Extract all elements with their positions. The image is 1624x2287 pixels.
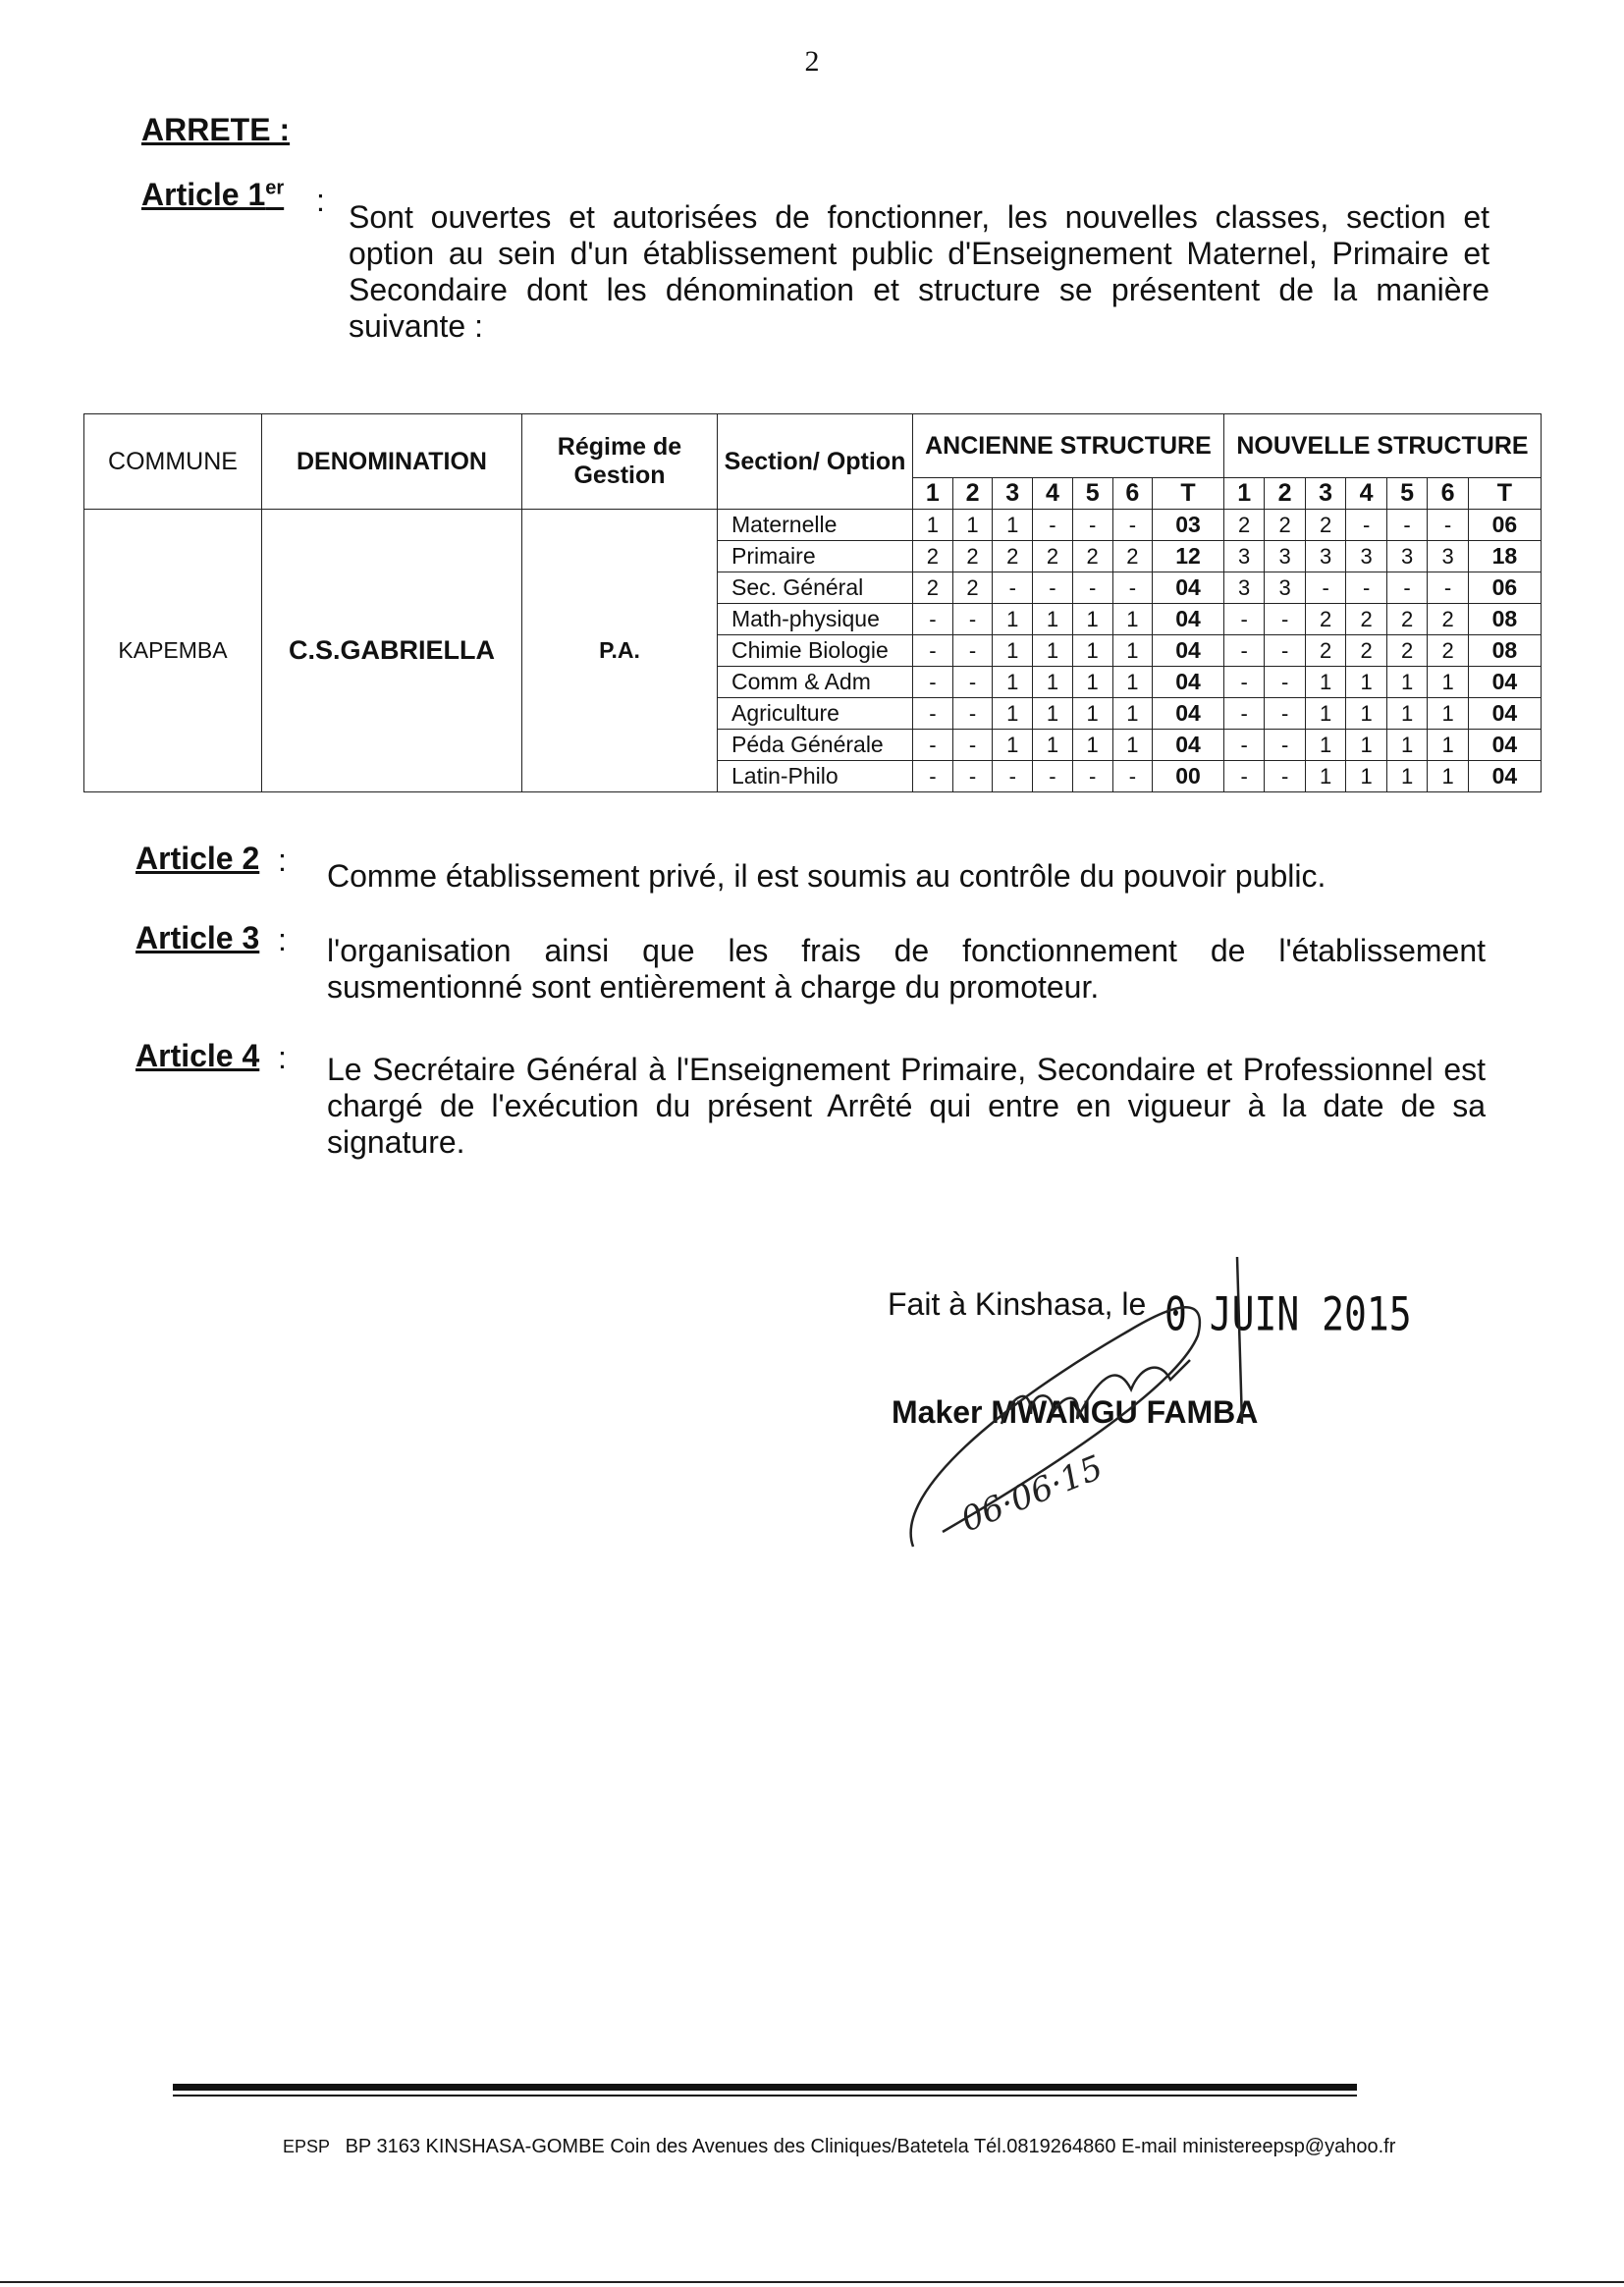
ancienne-total-cell: 04 xyxy=(1153,572,1224,604)
option-cell: Péda Générale xyxy=(718,730,913,761)
nouvelle-year-6-cell: 2 xyxy=(1428,635,1468,667)
nouvelle-year-6-cell: 1 xyxy=(1428,698,1468,730)
nouvelle-year-2-cell: - xyxy=(1265,698,1305,730)
footer-prefix: EPSP xyxy=(283,2137,331,2156)
nouvelle-year-1-cell: 3 xyxy=(1223,572,1264,604)
nouvelle-year-4-cell: 3 xyxy=(1346,541,1386,572)
nouvelle-year-2-cell: - xyxy=(1265,730,1305,761)
option-cell: Sec. Général xyxy=(718,572,913,604)
nouvelle-year-3-cell: 1 xyxy=(1305,730,1345,761)
denomination-cell: C.S.GABRIELLA xyxy=(262,510,522,792)
ancienne-year-1-cell: - xyxy=(913,604,953,635)
nouvelle-total-cell: 04 xyxy=(1468,730,1541,761)
nouvelle-year-1-cell: - xyxy=(1223,761,1264,792)
nouvelle-total-cell: 04 xyxy=(1468,761,1541,792)
ancienne-year-3-cell: 1 xyxy=(993,604,1033,635)
regime-cell: P.A. xyxy=(522,510,718,792)
nouvelle-year-1-cell: - xyxy=(1223,667,1264,698)
nouvelle-year-1-cell: - xyxy=(1223,635,1264,667)
ancienne-year-3-cell: - xyxy=(993,572,1033,604)
ancienne-year-1-cell: - xyxy=(913,667,953,698)
nouvelle-year-6-cell: 3 xyxy=(1428,541,1468,572)
article-1-colon: : xyxy=(316,183,325,218)
header-section: Section/ Option xyxy=(718,414,913,510)
table-row xyxy=(84,510,1542,541)
article-1-text: Sont ouvertes et autorisées de fonctionner, les nouvelles classes, section et option au sein d'un établissement public d'Enseignement Maternel, Primaire et Secondaire dont les dénomination et structure se présentent de la manière suivante : xyxy=(349,199,1489,344)
subheader-nouvelle-5: 5 xyxy=(1386,478,1427,510)
nouvelle-total-cell: 04 xyxy=(1468,667,1541,698)
subheader-ancienne-5: 5 xyxy=(1072,478,1112,510)
nouvelle-year-5-cell: 2 xyxy=(1386,635,1427,667)
ancienne-year-3-cell: - xyxy=(993,761,1033,792)
subheader-ancienne-1: 1 xyxy=(913,478,953,510)
ancienne-year-1-cell: 2 xyxy=(913,541,953,572)
nouvelle-year-1-cell: 3 xyxy=(1223,541,1264,572)
nouvelle-year-1-cell: - xyxy=(1223,604,1264,635)
nouvelle-year-4-cell: 1 xyxy=(1346,730,1386,761)
header-ancienne-structure: ANCIENNE STRUCTURE xyxy=(913,414,1224,478)
nouvelle-year-4-cell: 1 xyxy=(1346,667,1386,698)
option-cell: Maternelle xyxy=(718,510,913,541)
nouvelle-year-1-cell: 2 xyxy=(1223,510,1264,541)
option-cell: Chimie Biologie xyxy=(718,635,913,667)
nouvelle-year-2-cell: - xyxy=(1265,667,1305,698)
article-1-label xyxy=(141,177,284,213)
ancienne-year-4-cell: - xyxy=(1033,510,1073,541)
ancienne-year-5-cell: - xyxy=(1072,572,1112,604)
header-denomination: DENOMINATION xyxy=(262,414,522,510)
ancienne-year-2-cell: - xyxy=(952,604,993,635)
footer-rule-thin xyxy=(173,2095,1357,2096)
ancienne-total-cell: 04 xyxy=(1153,698,1224,730)
nouvelle-year-4-cell: - xyxy=(1346,510,1386,541)
ancienne-year-2-cell: - xyxy=(952,730,993,761)
nouvelle-year-3-cell: 3 xyxy=(1305,541,1345,572)
ancienne-year-5-cell: 1 xyxy=(1072,730,1112,761)
ancienne-year-6-cell: - xyxy=(1112,510,1153,541)
nouvelle-year-3-cell: 2 xyxy=(1305,510,1345,541)
nouvelle-year-2-cell: - xyxy=(1265,761,1305,792)
header-regime: Régime de Gestion xyxy=(522,414,718,510)
ancienne-year-5-cell: - xyxy=(1072,761,1112,792)
decree-heading: ARRETE : xyxy=(141,112,291,147)
ancienne-year-3-cell: 1 xyxy=(993,730,1033,761)
nouvelle-total-cell: 06 xyxy=(1468,572,1541,604)
nouvelle-year-6-cell: 1 xyxy=(1428,730,1468,761)
ancienne-year-5-cell: 1 xyxy=(1072,698,1112,730)
ancienne-year-4-cell: - xyxy=(1033,761,1073,792)
subheader-nouvelle-2: 2 xyxy=(1265,478,1305,510)
nouvelle-year-4-cell: - xyxy=(1346,572,1386,604)
article-4-label: Article 4 xyxy=(135,1038,260,1073)
nouvelle-year-6-cell: - xyxy=(1428,510,1468,541)
footer-rule xyxy=(173,2084,1357,2091)
commune-cell: KAPEMBA xyxy=(84,510,262,792)
ancienne-year-1-cell: 1 xyxy=(913,510,953,541)
nouvelle-year-5-cell: - xyxy=(1386,572,1427,604)
nouvelle-year-4-cell: 2 xyxy=(1346,604,1386,635)
ancienne-year-1-cell: - xyxy=(913,761,953,792)
ancienne-year-6-cell: - xyxy=(1112,761,1153,792)
header-nouvelle-structure: NOUVELLE STRUCTURE xyxy=(1223,414,1541,478)
nouvelle-year-5-cell: 1 xyxy=(1386,698,1427,730)
article-3-colon: : xyxy=(278,922,287,957)
ancienne-year-5-cell: 2 xyxy=(1072,541,1112,572)
article-3-label: Article 3 xyxy=(135,920,260,955)
ancienne-year-4-cell: 1 xyxy=(1033,604,1073,635)
option-cell: Agriculture xyxy=(718,698,913,730)
handwritten-signature xyxy=(884,1237,1296,1571)
ancienne-year-2-cell: - xyxy=(952,698,993,730)
ancienne-total-cell: 04 xyxy=(1153,635,1224,667)
ancienne-year-5-cell: - xyxy=(1072,510,1112,541)
subheader-ancienne-4: 4 xyxy=(1033,478,1073,510)
nouvelle-year-3-cell: 1 xyxy=(1305,667,1345,698)
nouvelle-year-6-cell: 1 xyxy=(1428,667,1468,698)
footer-text: BP 3163 KINSHASA-GOMBE Coin des Avenues des Cliniques/Batetela Tél.0819264860 E-mail ministereepsp@yahoo.fr xyxy=(345,2136,1396,2157)
article-3-text: l'organisation ainsi que les frais de fonctionnement de l'établissement susmentionné sont entièrement à charge du promoteur. xyxy=(327,933,1486,1005)
article-2-text: Comme établissement privé, il est soumis au contrôle du pouvoir public. xyxy=(327,858,1326,894)
ancienne-year-6-cell: - xyxy=(1112,572,1153,604)
ancienne-year-6-cell: 1 xyxy=(1112,698,1153,730)
ancienne-year-4-cell: - xyxy=(1033,572,1073,604)
ancienne-year-6-cell: 1 xyxy=(1112,730,1153,761)
nouvelle-year-6-cell: 2 xyxy=(1428,604,1468,635)
subheader-nouvelle-1: 1 xyxy=(1223,478,1264,510)
subheader-nouvelle-4: 4 xyxy=(1346,478,1386,510)
header-commune: COMMUNE xyxy=(84,414,262,510)
subheader-nouvelle-3: 3 xyxy=(1305,478,1345,510)
ancienne-year-6-cell: 1 xyxy=(1112,604,1153,635)
ancienne-year-1-cell: 2 xyxy=(913,572,953,604)
article-4-text: Le Secrétaire Général à l'Enseignement Primaire, Secondaire et Professionnel est chargé de l'exécution du présent Arrêté qui entre en vigueur à la date de sa signature. xyxy=(327,1052,1486,1160)
nouvelle-year-2-cell: 3 xyxy=(1265,541,1305,572)
nouvelle-year-2-cell: - xyxy=(1265,635,1305,667)
handwritten-date: 06·06·15 xyxy=(955,1447,1109,1541)
subheader-nouvelle-6: 6 xyxy=(1428,478,1468,510)
nouvelle-year-5-cell: 2 xyxy=(1386,604,1427,635)
nouvelle-year-1-cell: - xyxy=(1223,698,1264,730)
ancienne-year-2-cell: 2 xyxy=(952,541,993,572)
subheader-nouvelle-t: T xyxy=(1468,478,1541,510)
ancienne-year-6-cell: 2 xyxy=(1112,541,1153,572)
page-number: 2 xyxy=(804,45,820,78)
nouvelle-year-2-cell: - xyxy=(1265,604,1305,635)
article-4-colon: : xyxy=(278,1040,287,1075)
nouvelle-year-3-cell: 1 xyxy=(1305,761,1345,792)
bottom-rule xyxy=(0,2281,1624,2283)
ancienne-total-cell: 12 xyxy=(1153,541,1224,572)
ancienne-year-4-cell: 1 xyxy=(1033,667,1073,698)
ancienne-year-1-cell: - xyxy=(913,635,953,667)
ancienne-year-4-cell: 1 xyxy=(1033,635,1073,667)
article-label-text: Article 1er xyxy=(141,177,285,212)
ancienne-total-cell: 04 xyxy=(1153,604,1224,635)
option-cell: Math-physique xyxy=(718,604,913,635)
ancienne-year-6-cell: 1 xyxy=(1112,667,1153,698)
nouvelle-year-3-cell: - xyxy=(1305,572,1345,604)
nouvelle-year-2-cell: 2 xyxy=(1265,510,1305,541)
nouvelle-year-5-cell: 1 xyxy=(1386,667,1427,698)
nouvelle-year-1-cell: - xyxy=(1223,730,1264,761)
nouvelle-year-5-cell: 1 xyxy=(1386,730,1427,761)
ancienne-total-cell: 04 xyxy=(1153,667,1224,698)
ancienne-year-2-cell: 1 xyxy=(952,510,993,541)
nouvelle-total-cell: 08 xyxy=(1468,604,1541,635)
ancienne-year-2-cell: - xyxy=(952,667,993,698)
ancienne-year-6-cell: 1 xyxy=(1112,635,1153,667)
ancienne-year-2-cell: - xyxy=(952,635,993,667)
subheader-ancienne-3: 3 xyxy=(993,478,1033,510)
ancienne-year-3-cell: 1 xyxy=(993,510,1033,541)
nouvelle-total-cell: 18 xyxy=(1468,541,1541,572)
article-2-label: Article 2 xyxy=(135,841,260,876)
nouvelle-year-3-cell: 1 xyxy=(1305,698,1345,730)
ancienne-total-cell: 00 xyxy=(1153,761,1224,792)
ancienne-year-2-cell: - xyxy=(952,761,993,792)
option-cell: Latin-Philo xyxy=(718,761,913,792)
date-stamp: 0 JUIN 2015 xyxy=(1164,1286,1412,1341)
place-date: Fait à Kinshasa, le xyxy=(888,1286,1147,1322)
option-cell: Primaire xyxy=(718,541,913,572)
subheader-ancienne-6: 6 xyxy=(1112,478,1153,510)
footer-address xyxy=(283,2136,1395,2158)
ancienne-year-5-cell: 1 xyxy=(1072,667,1112,698)
ancienne-year-1-cell: - xyxy=(913,730,953,761)
article-2-colon: : xyxy=(278,843,287,878)
ancienne-year-5-cell: 1 xyxy=(1072,604,1112,635)
subheader-ancienne-2: 2 xyxy=(952,478,993,510)
nouvelle-year-3-cell: 2 xyxy=(1305,635,1345,667)
nouvelle-year-6-cell: - xyxy=(1428,572,1468,604)
nouvelle-year-5-cell: 1 xyxy=(1386,761,1427,792)
nouvelle-total-cell: 06 xyxy=(1468,510,1541,541)
ancienne-total-cell: 03 xyxy=(1153,510,1224,541)
subheader-ancienne-t: T xyxy=(1153,478,1224,510)
ancienne-total-cell: 04 xyxy=(1153,730,1224,761)
nouvelle-year-2-cell: 3 xyxy=(1265,572,1305,604)
option-cell: Comm & Adm xyxy=(718,667,913,698)
nouvelle-total-cell: 04 xyxy=(1468,698,1541,730)
nouvelle-year-4-cell: 1 xyxy=(1346,698,1386,730)
structure-table xyxy=(83,413,1542,792)
nouvelle-total-cell: 08 xyxy=(1468,635,1541,667)
signatory-name: Maker MWANGU FAMBA xyxy=(892,1394,1259,1430)
nouvelle-year-3-cell: 2 xyxy=(1305,604,1345,635)
ancienne-year-1-cell: - xyxy=(913,698,953,730)
ancienne-year-4-cell: 1 xyxy=(1033,730,1073,761)
nouvelle-year-5-cell: - xyxy=(1386,510,1427,541)
ancienne-year-3-cell: 2 xyxy=(993,541,1033,572)
ancienne-year-2-cell: 2 xyxy=(952,572,993,604)
ancienne-year-3-cell: 1 xyxy=(993,635,1033,667)
nouvelle-year-4-cell: 1 xyxy=(1346,761,1386,792)
nouvelle-year-6-cell: 1 xyxy=(1428,761,1468,792)
ancienne-year-3-cell: 1 xyxy=(993,667,1033,698)
ancienne-year-4-cell: 1 xyxy=(1033,698,1073,730)
nouvelle-year-5-cell: 3 xyxy=(1386,541,1427,572)
ancienne-year-4-cell: 2 xyxy=(1033,541,1073,572)
ancienne-year-3-cell: 1 xyxy=(993,698,1033,730)
nouvelle-year-4-cell: 2 xyxy=(1346,635,1386,667)
ancienne-year-5-cell: 1 xyxy=(1072,635,1112,667)
